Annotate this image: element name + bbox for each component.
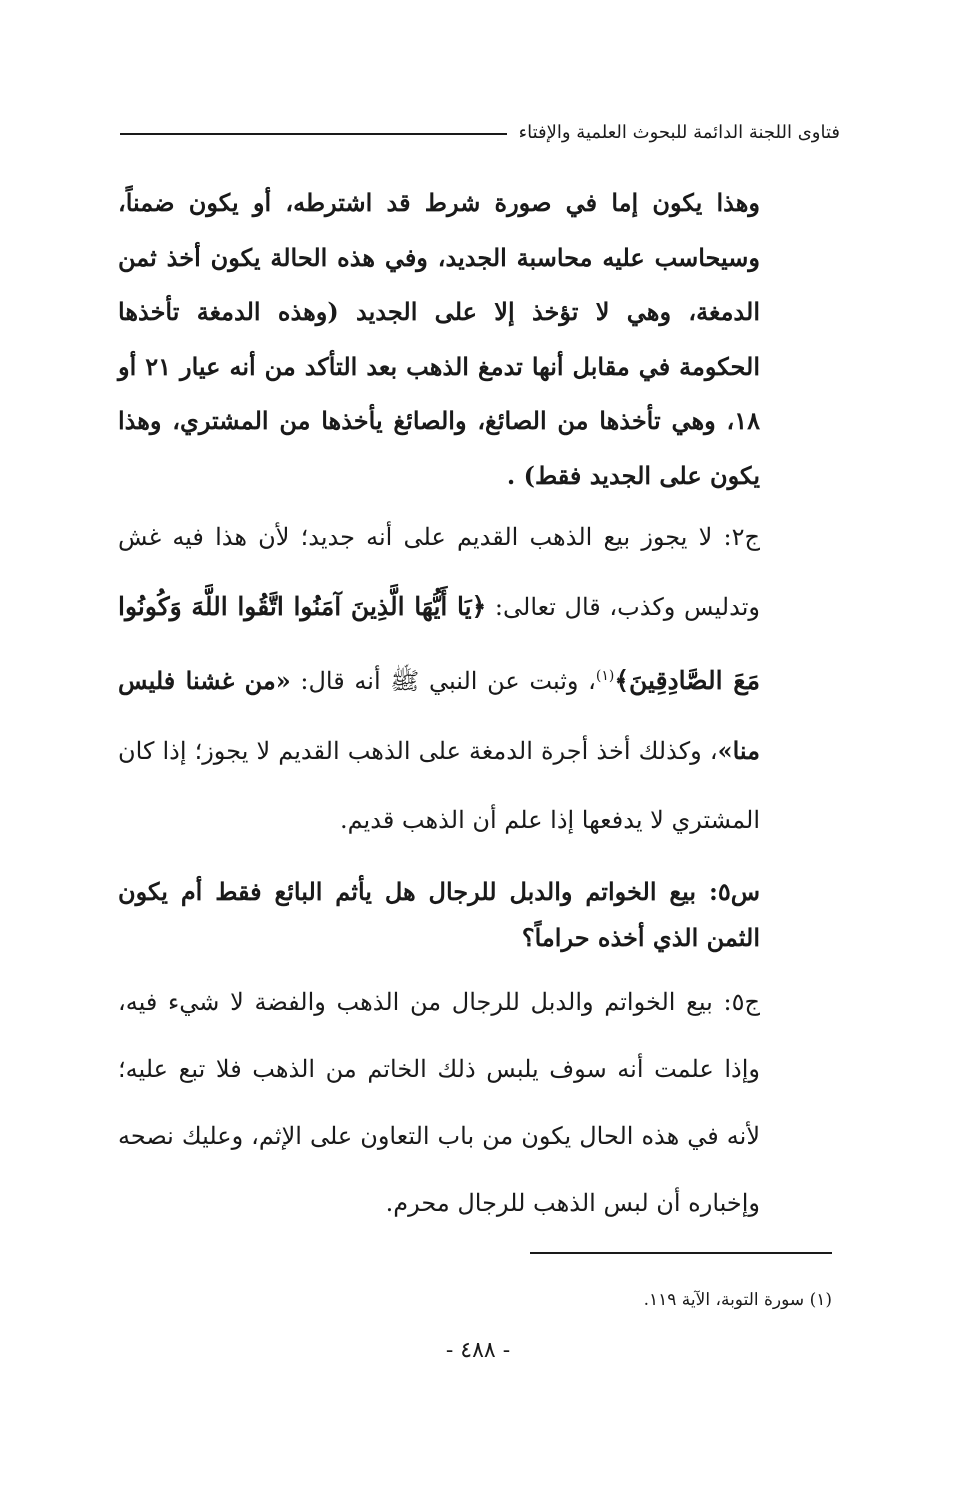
page-number: - ٤٨٨ - — [445, 1338, 511, 1363]
answer-2-paragraph — [118, 503, 760, 855]
running-title: فتاوى اللجنة الدائمة للبحوث العلمية والإفتاء — [518, 121, 840, 143]
answer-2-end: ، وكذلك أخذ أجرة الدمغة على الذهب القديم لا يجوز؛ إذا كان المشتري لا يدفعها إذا علم أن الذهب قديم. — [118, 737, 760, 834]
footnote-marker: (١) — [595, 668, 615, 684]
answer-2-mid: ، وثبت عن النبي ﷺ أنه قال: — [300, 667, 596, 695]
question-5-text: بيع الخواتم والدبل للرجال هل يأثم البائع فقط أم يكون الثمن الذي أخذه حراماً؟ — [118, 877, 760, 952]
footnote-rule — [530, 1252, 832, 1254]
answer-5-label: ج٥: — [723, 988, 760, 1016]
header-rule — [120, 133, 507, 135]
body-text — [118, 176, 760, 1237]
running-header — [120, 112, 840, 152]
answer-5-text: بيع الخواتم والدبل للرجال من الذهب والفضة لا شيء فيه، وإذا علمت أنه سوف يلبس ذلك الخاتم من الذهب فلا تبع عليه؛ لأنه في هذه الحال يكون من باب التعاون على الإثم، وعليك نصحه وإخباره أن لبس الذهب للرجال محرم. — [118, 988, 760, 1217]
question-5-paragraph — [118, 869, 760, 961]
question-5-label: س٥: — [708, 877, 761, 906]
footnote: (١) سورة التوبة، الآية ١١٩. — [643, 1290, 832, 1310]
answer-2-label: ج٢: — [723, 523, 760, 551]
continued-answer-paragraph: وهذا يكون إما في صورة شرط قد اشترطه، أو يكون ضمناً، وسيحاسب عليه محاسبة الجديد، وفي هذه الحالة يكون أخذ ثمن الدمغة، وهي لا تؤخذ إلا على الجديد (وهذه الدمغة تأخذها الحكومة في مقابل أنها تدمغ الذهب بعد التأكد من أنه عيار ٢١ أو ١٨، وهي تأخذها من الصائغ، والصائغ يأخذها من المشتري، وهذا يكون على الجديد فقط) . — [118, 188, 760, 490]
hadith-quote: «من غشنا فليس منا» — [118, 666, 760, 765]
answer-2-intro: لا يجوز بيع الذهب القديم على أنه جديد؛ لأن هذا فيه غش وتدليس وكذب، قال تعالى: — [118, 523, 760, 621]
answer-5-paragraph — [118, 969, 760, 1237]
quran-verse: ﴿يَا أَيُّهَا الَّذِينَ آمَنُوا اتَّقُوا اللَّهَ وَكُونُوا مَعَ الصَّادِقِينَ﴾ — [118, 592, 760, 695]
